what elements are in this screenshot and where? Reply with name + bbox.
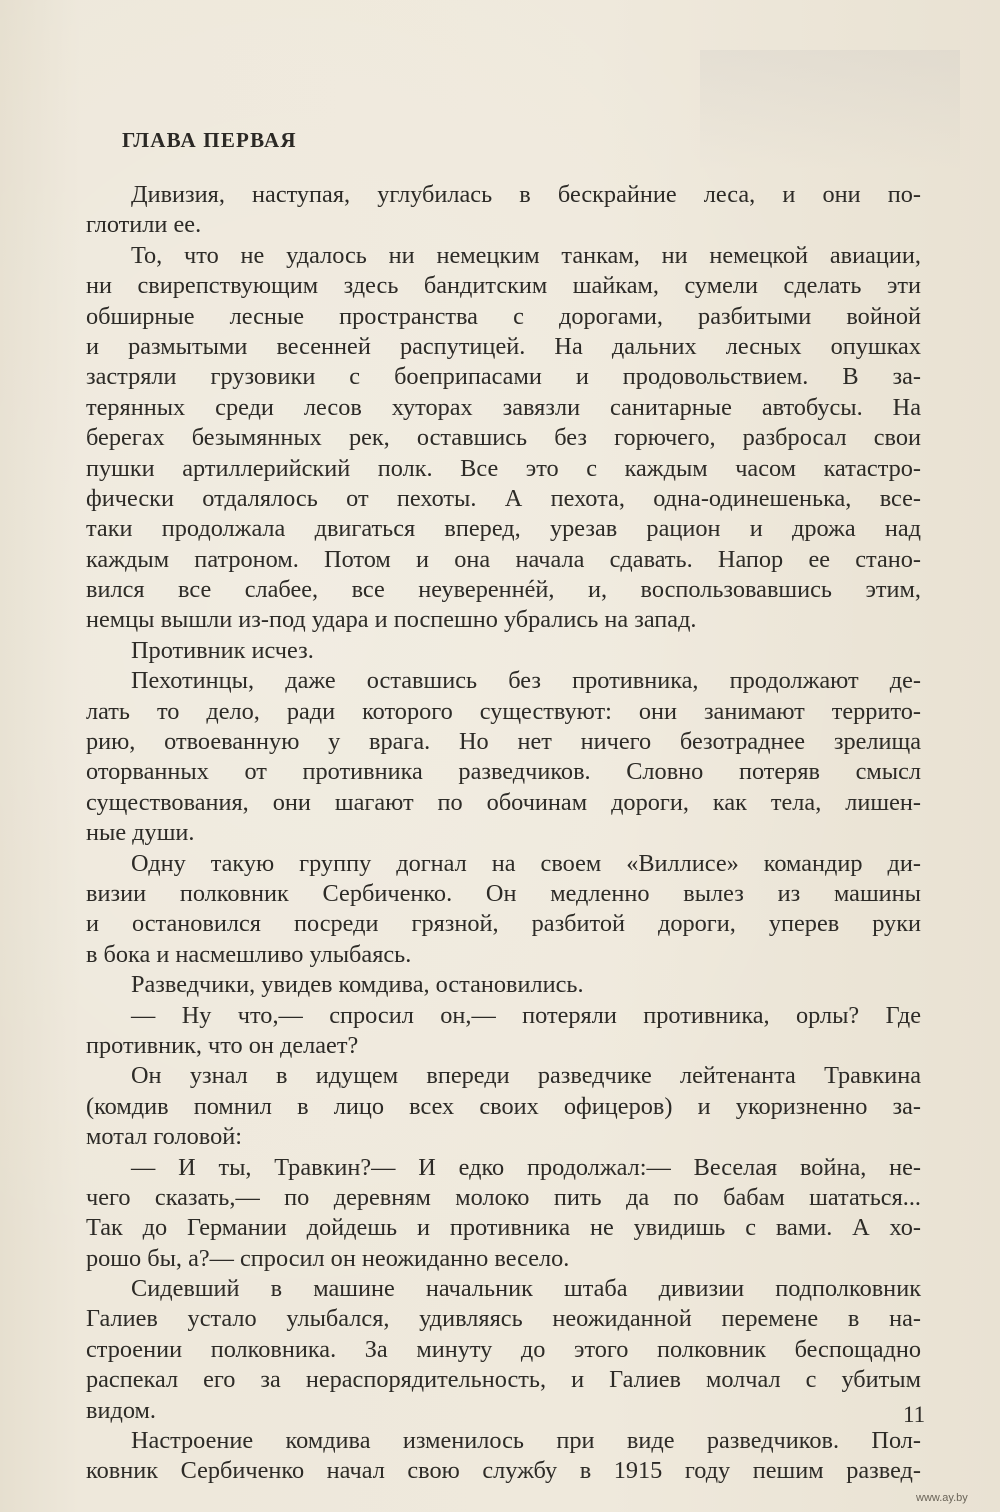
text-line: ковник Сербиченко начал свою службу в 1915 году пешим развед- [86, 1457, 921, 1485]
text-line: То, что не удалось ни немецким танкам, ни немецкой авиации, [131, 241, 921, 269]
text-line: чего сказать,— по деревням молоко пить да по бабам шататься... [86, 1183, 921, 1211]
text-line: Настроение комдива изменилось при виде разведчиков. Пол- [131, 1427, 921, 1455]
text-line: берегах безымянных рек, оставшись без горючего, разбросал свои [86, 424, 921, 452]
text-line: в бока и насмешливо улыбаясь. [86, 940, 412, 968]
text-line: ные души. [86, 819, 195, 847]
text-line: существования, они шагают по обочинам дороги, как тела, лишен- [86, 788, 921, 816]
text-line: рошо бы, а?— спросил он неожиданно весело. [86, 1244, 570, 1272]
text-line: немцы вышли из-под удара и поспешно убрались на запад. [86, 606, 697, 634]
text-line: Одну такую группу догнал на своем «Виллисе» командир ди- [131, 849, 921, 877]
text-line: Разведчики, увидев комдива, остановились. [131, 971, 584, 999]
text-line: — Ну что,— спросил он,— потеряли противника, орлы? Где [131, 1001, 921, 1029]
text-line: Дивизия, наступая, углубилась в бескрайние леса, и они по- [131, 181, 921, 208]
text-line: — И ты, Травкин?— И едко продолжал:— Веселая война, не- [131, 1153, 921, 1181]
text-line: противник, что он делает? [86, 1031, 359, 1059]
show-through-text-shadow [700, 50, 960, 170]
text-line: (комдив помнил в лицо всех своих офицеров) и укоризненно за- [86, 1092, 921, 1120]
text-line: фически отдалялось от пехоты. А пехота, одна-одинешенька, все- [86, 484, 921, 512]
text-line: вился все слабее, все неувереннéй, и, воспользовавшись этим, [86, 576, 921, 604]
text-line: строении полковника. За минуту до этого полковник беспощадно [86, 1335, 921, 1363]
text-line: терянных среди лесов хуторах завязли санитарные автобусы. На [86, 393, 921, 421]
text-line: Галиев устало улыбался, удивляясь неожиданной перемене в на- [86, 1305, 921, 1333]
text-line: и остановился посреди грязной, разбитой дороги, уперев руки [86, 910, 921, 938]
text-line: обширные лесные пространства с дорогами, разбитыми войной [86, 302, 921, 330]
text-line: Противник исчез. [131, 636, 314, 664]
text-line: распекал его за нераспорядительность, и Галиев молчал с убитым [86, 1366, 921, 1394]
text-line: лать то дело, ради которого существуют: они занимают террито- [86, 697, 921, 725]
text-line: застряли грузовики с боеприпасами и продовольствием. В за- [86, 363, 921, 391]
watermark: www.ay.by [916, 1492, 968, 1504]
text-line: и размытыми весенней распутицей. На дальних лесных опушках [86, 332, 921, 360]
text-line: видом. [86, 1396, 156, 1424]
text-line: оторванных от противника разведчиков. Словно потеряв смысл [86, 758, 921, 786]
text-line: таки продолжала двигаться вперед, урезав рацион и дрожа над [86, 515, 921, 543]
text-line: Пехотинцы, даже оставшись без противника, продолжают де- [131, 667, 921, 695]
page-number: 11 [903, 1402, 926, 1427]
text-line: Так до Германии дойдешь и противника не увидишь с вами. А хо- [86, 1214, 921, 1242]
text-line: каждым патроном. Потом и она начала сдавать. Напор ее стано- [86, 545, 921, 573]
text-line: глотили ее. [86, 211, 202, 239]
text-line: рию, отвоеванную у врага. Но нет ничего безотраднее зрелища [86, 728, 921, 756]
chapter-title: ГЛАВА ПЕРВАЯ [122, 128, 297, 152]
text-line: визии полковник Сербиченко. Он медленно вылез из машины [86, 879, 921, 907]
text-line: Сидевший в машине начальник штаба дивизии подполковник [131, 1275, 921, 1303]
text-line: пушки артиллерийский полк. Все это с каждым часом катастро- [86, 454, 921, 482]
body-text [86, 180, 921, 1487]
text-line: ни свирепствующим здесь бандитским шайкам, сумели сделать эти [86, 272, 921, 300]
text-line: мотал головой: [86, 1123, 242, 1151]
text-line: Он узнал в идущем впереди разведчике лейтенанта Травкина [131, 1062, 921, 1090]
